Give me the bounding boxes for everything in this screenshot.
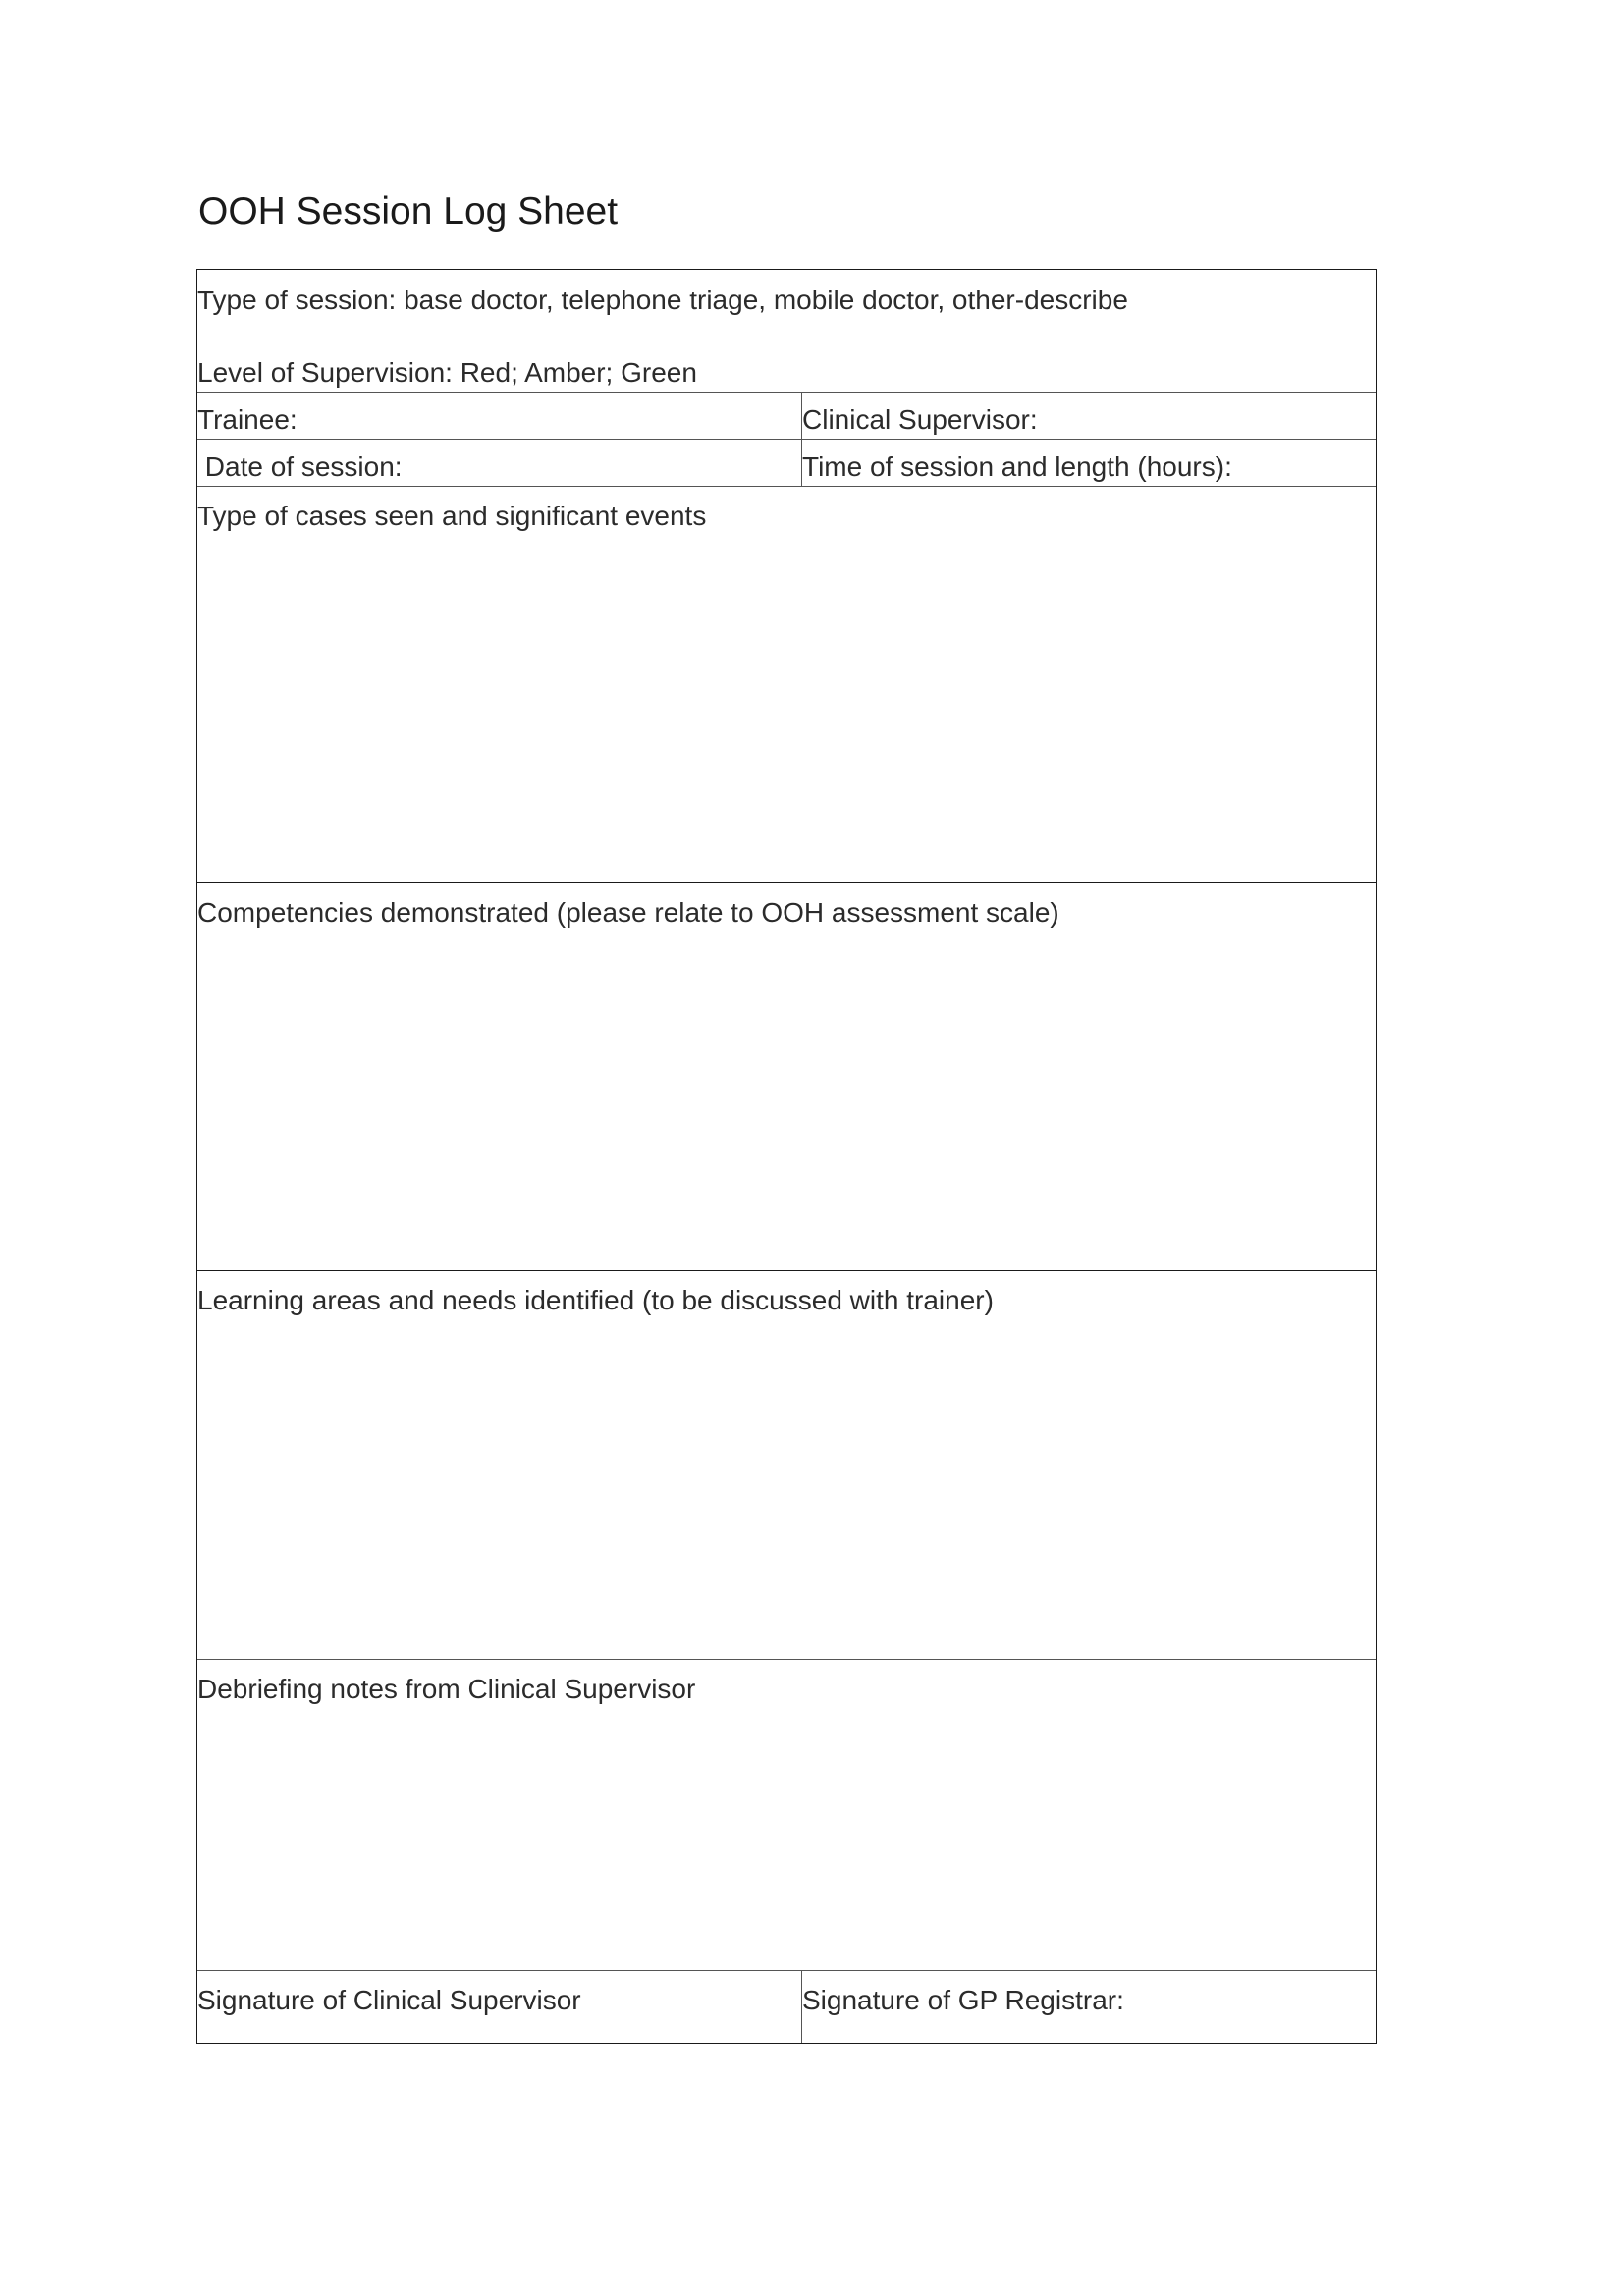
cases-field[interactable] xyxy=(197,487,1376,883)
date-field[interactable] xyxy=(197,440,802,487)
signature-supervisor-field[interactable] xyxy=(197,1971,802,2043)
debriefing-field[interactable] xyxy=(197,1660,1376,1971)
clinical-supervisor-field[interactable] xyxy=(802,393,1378,440)
session-type-label: Type of session: base doctor, telephone triage, mobile doctor, other-describe xyxy=(197,285,1128,315)
date-label: Date of session: xyxy=(197,452,403,482)
competencies-field[interactable] xyxy=(197,883,1376,1271)
page-title: OOH Session Log Sheet xyxy=(198,190,619,233)
cases-label: Type of cases seen and significant events xyxy=(197,501,707,531)
time-field[interactable] xyxy=(802,440,1378,487)
column-divider xyxy=(801,1970,802,2043)
column-divider xyxy=(801,392,802,487)
signature-registrar-label: Signature of GP Registrar: xyxy=(802,1985,1124,2015)
time-label: Time of session and length (hours): xyxy=(802,452,1232,482)
signature-registrar-field[interactable] xyxy=(802,1971,1378,2043)
session-type-cell[interactable] xyxy=(197,270,1376,393)
clinical-supervisor-label: Clinical Supervisor: xyxy=(802,404,1038,435)
supervision-level-label: Level of Supervision: Red; Amber; Green xyxy=(197,357,697,388)
learning-label: Learning areas and needs identified (to be discussed with trainer) xyxy=(197,1285,994,1315)
signature-supervisor-label: Signature of Clinical Supervisor xyxy=(197,1985,581,2015)
trainee-label: Trainee: xyxy=(197,404,298,435)
competencies-label: Competencies demonstrated (please relate to OOH assessment scale) xyxy=(197,897,1059,928)
learning-field[interactable] xyxy=(197,1271,1376,1660)
session-log-form xyxy=(196,269,1377,2044)
trainee-field[interactable] xyxy=(197,393,802,440)
debriefing-label: Debriefing notes from Clinical Supervisor xyxy=(197,1674,696,1704)
